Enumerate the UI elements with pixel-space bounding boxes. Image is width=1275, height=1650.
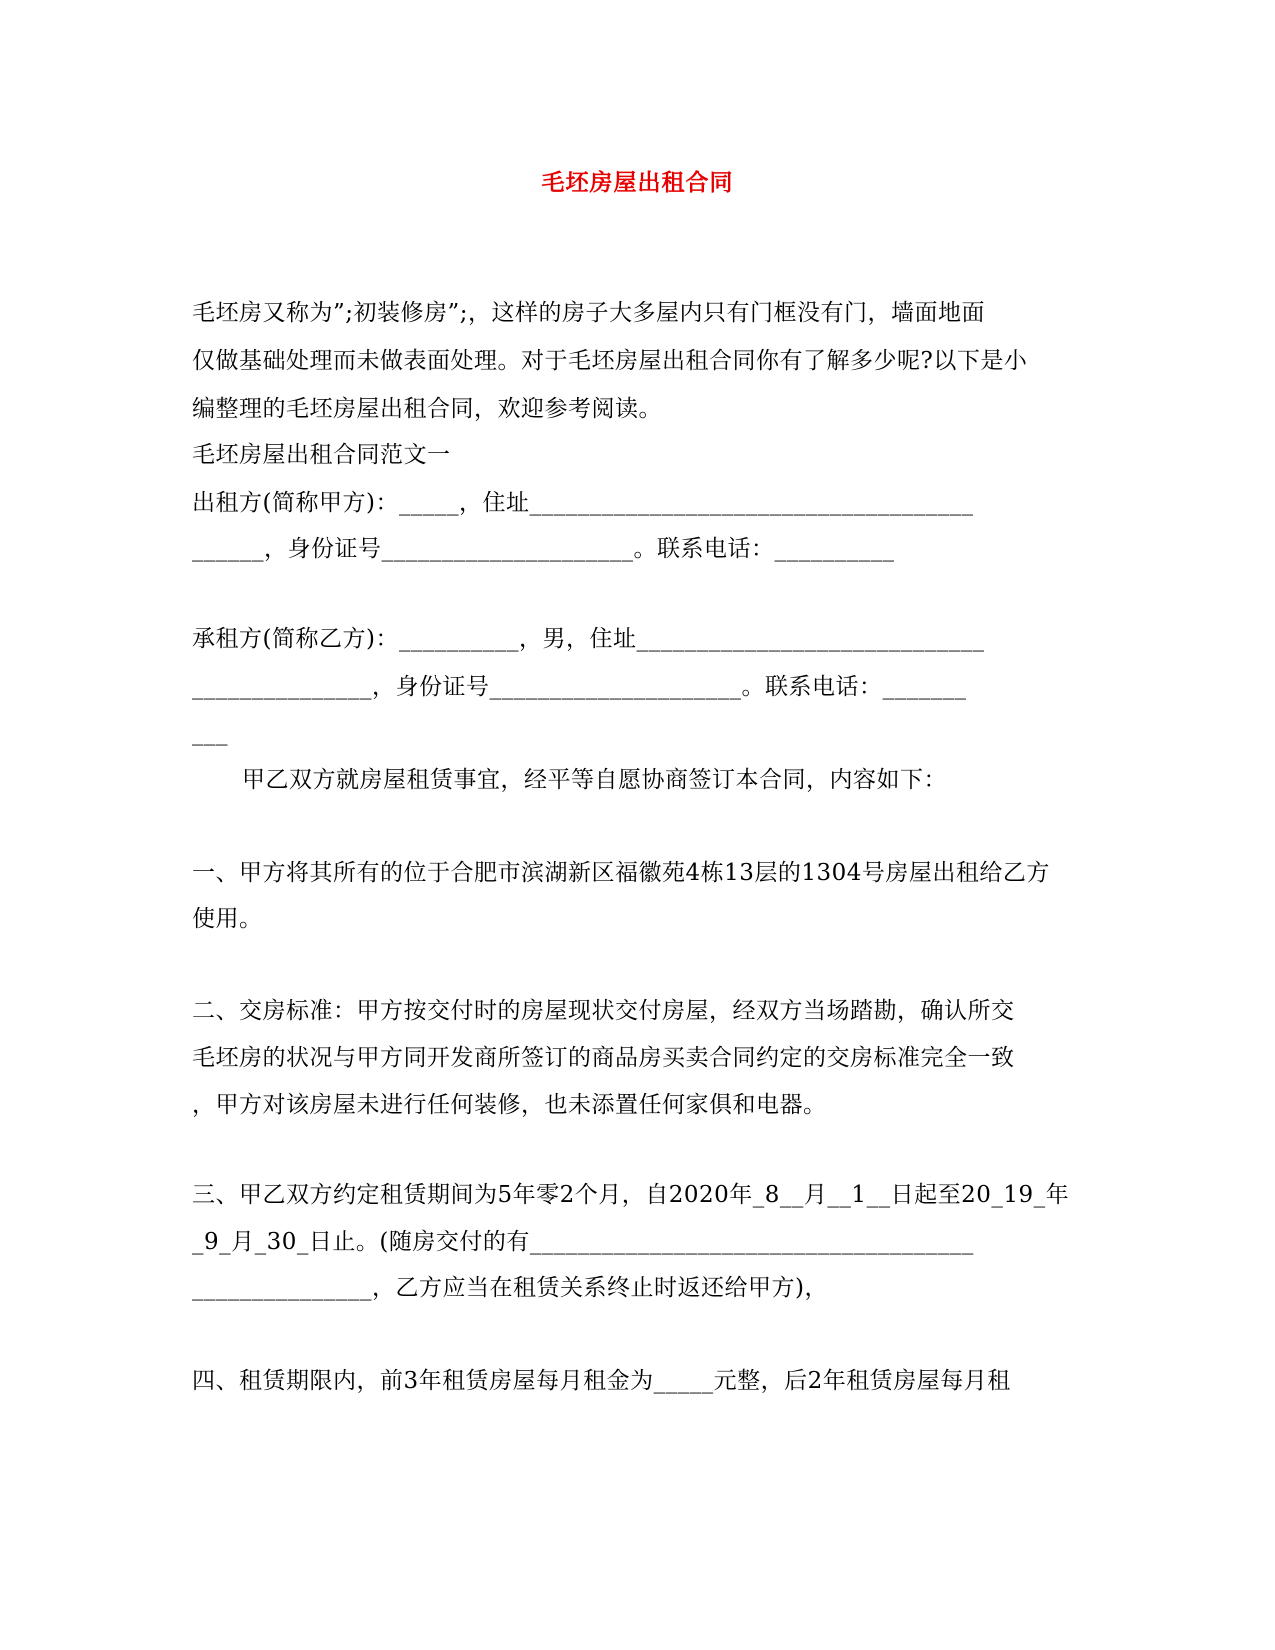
clause-line: 毛坯房的状况与甲方同开发商所签订的商品房买卖合同约定的交房标准完全一致	[192, 1045, 1015, 1071]
paragraph-line: 仅做基础处理而未做表面处理。对于毛坯房屋出租合同你有了解多少呢?以下是小	[192, 348, 1028, 374]
paragraph-line: 毛坯房又称为”;初装修房”;，这样的房子大多屋内只有门框没有门，墙面地面	[192, 300, 986, 326]
clause-line: _______________，乙方应当在租赁关系终止时返还给甲方)，	[192, 1275, 828, 1301]
lessee-info-line: ___	[192, 720, 228, 746]
clause-line: ，甲方对该房屋未进行任何装修，也未添置任何家俱和电器。	[192, 1092, 827, 1118]
paragraph-line: 甲乙双方就房屋租赁事宜，经平等自愿协商签订本合同，内容如下：	[242, 767, 947, 793]
lessee-info-line: _______________，身份证号_____________________。联系电话：_______	[192, 674, 967, 700]
clause-line: _9_月_30_日止。(随房交付的有_____________________________________	[192, 1229, 974, 1255]
clause-line: 使用。	[192, 906, 263, 932]
section-heading: 毛坯房屋出租合同范文一	[192, 442, 451, 468]
lessor-info-line: 出租方(简称甲方)：_____，住址_____________________________________	[192, 490, 974, 516]
paragraph-line: 编整理的毛坯房屋出租合同，欢迎参考阅读。	[192, 396, 662, 422]
lessee-info-line: 承租方(简称乙方)：__________，男，住址_____________________________	[192, 626, 985, 652]
clause-line: 二、交房标准：甲方按交付时的房屋现状交付房屋，经双方当场踏勘，确认所交	[192, 998, 1015, 1024]
clause-line: 四、租赁期限内，前3年租赁房屋每月租金为_____元整，后2年租赁房屋每月租	[192, 1368, 1011, 1394]
lessor-info-line: ______，身份证号_____________________。联系电话：__________	[192, 536, 895, 562]
clause-line: 一、甲方将其所有的位于合肥市滨湖新区福徽苑4栋13层的1304号房屋出租给乙方	[192, 860, 1050, 886]
clause-line: 三、甲乙双方约定租赁期间为5年零2个月，自2020年_8__月__1__日起至20_19_年	[192, 1182, 1070, 1208]
document-title: 毛坯房屋出租合同	[541, 169, 734, 196]
